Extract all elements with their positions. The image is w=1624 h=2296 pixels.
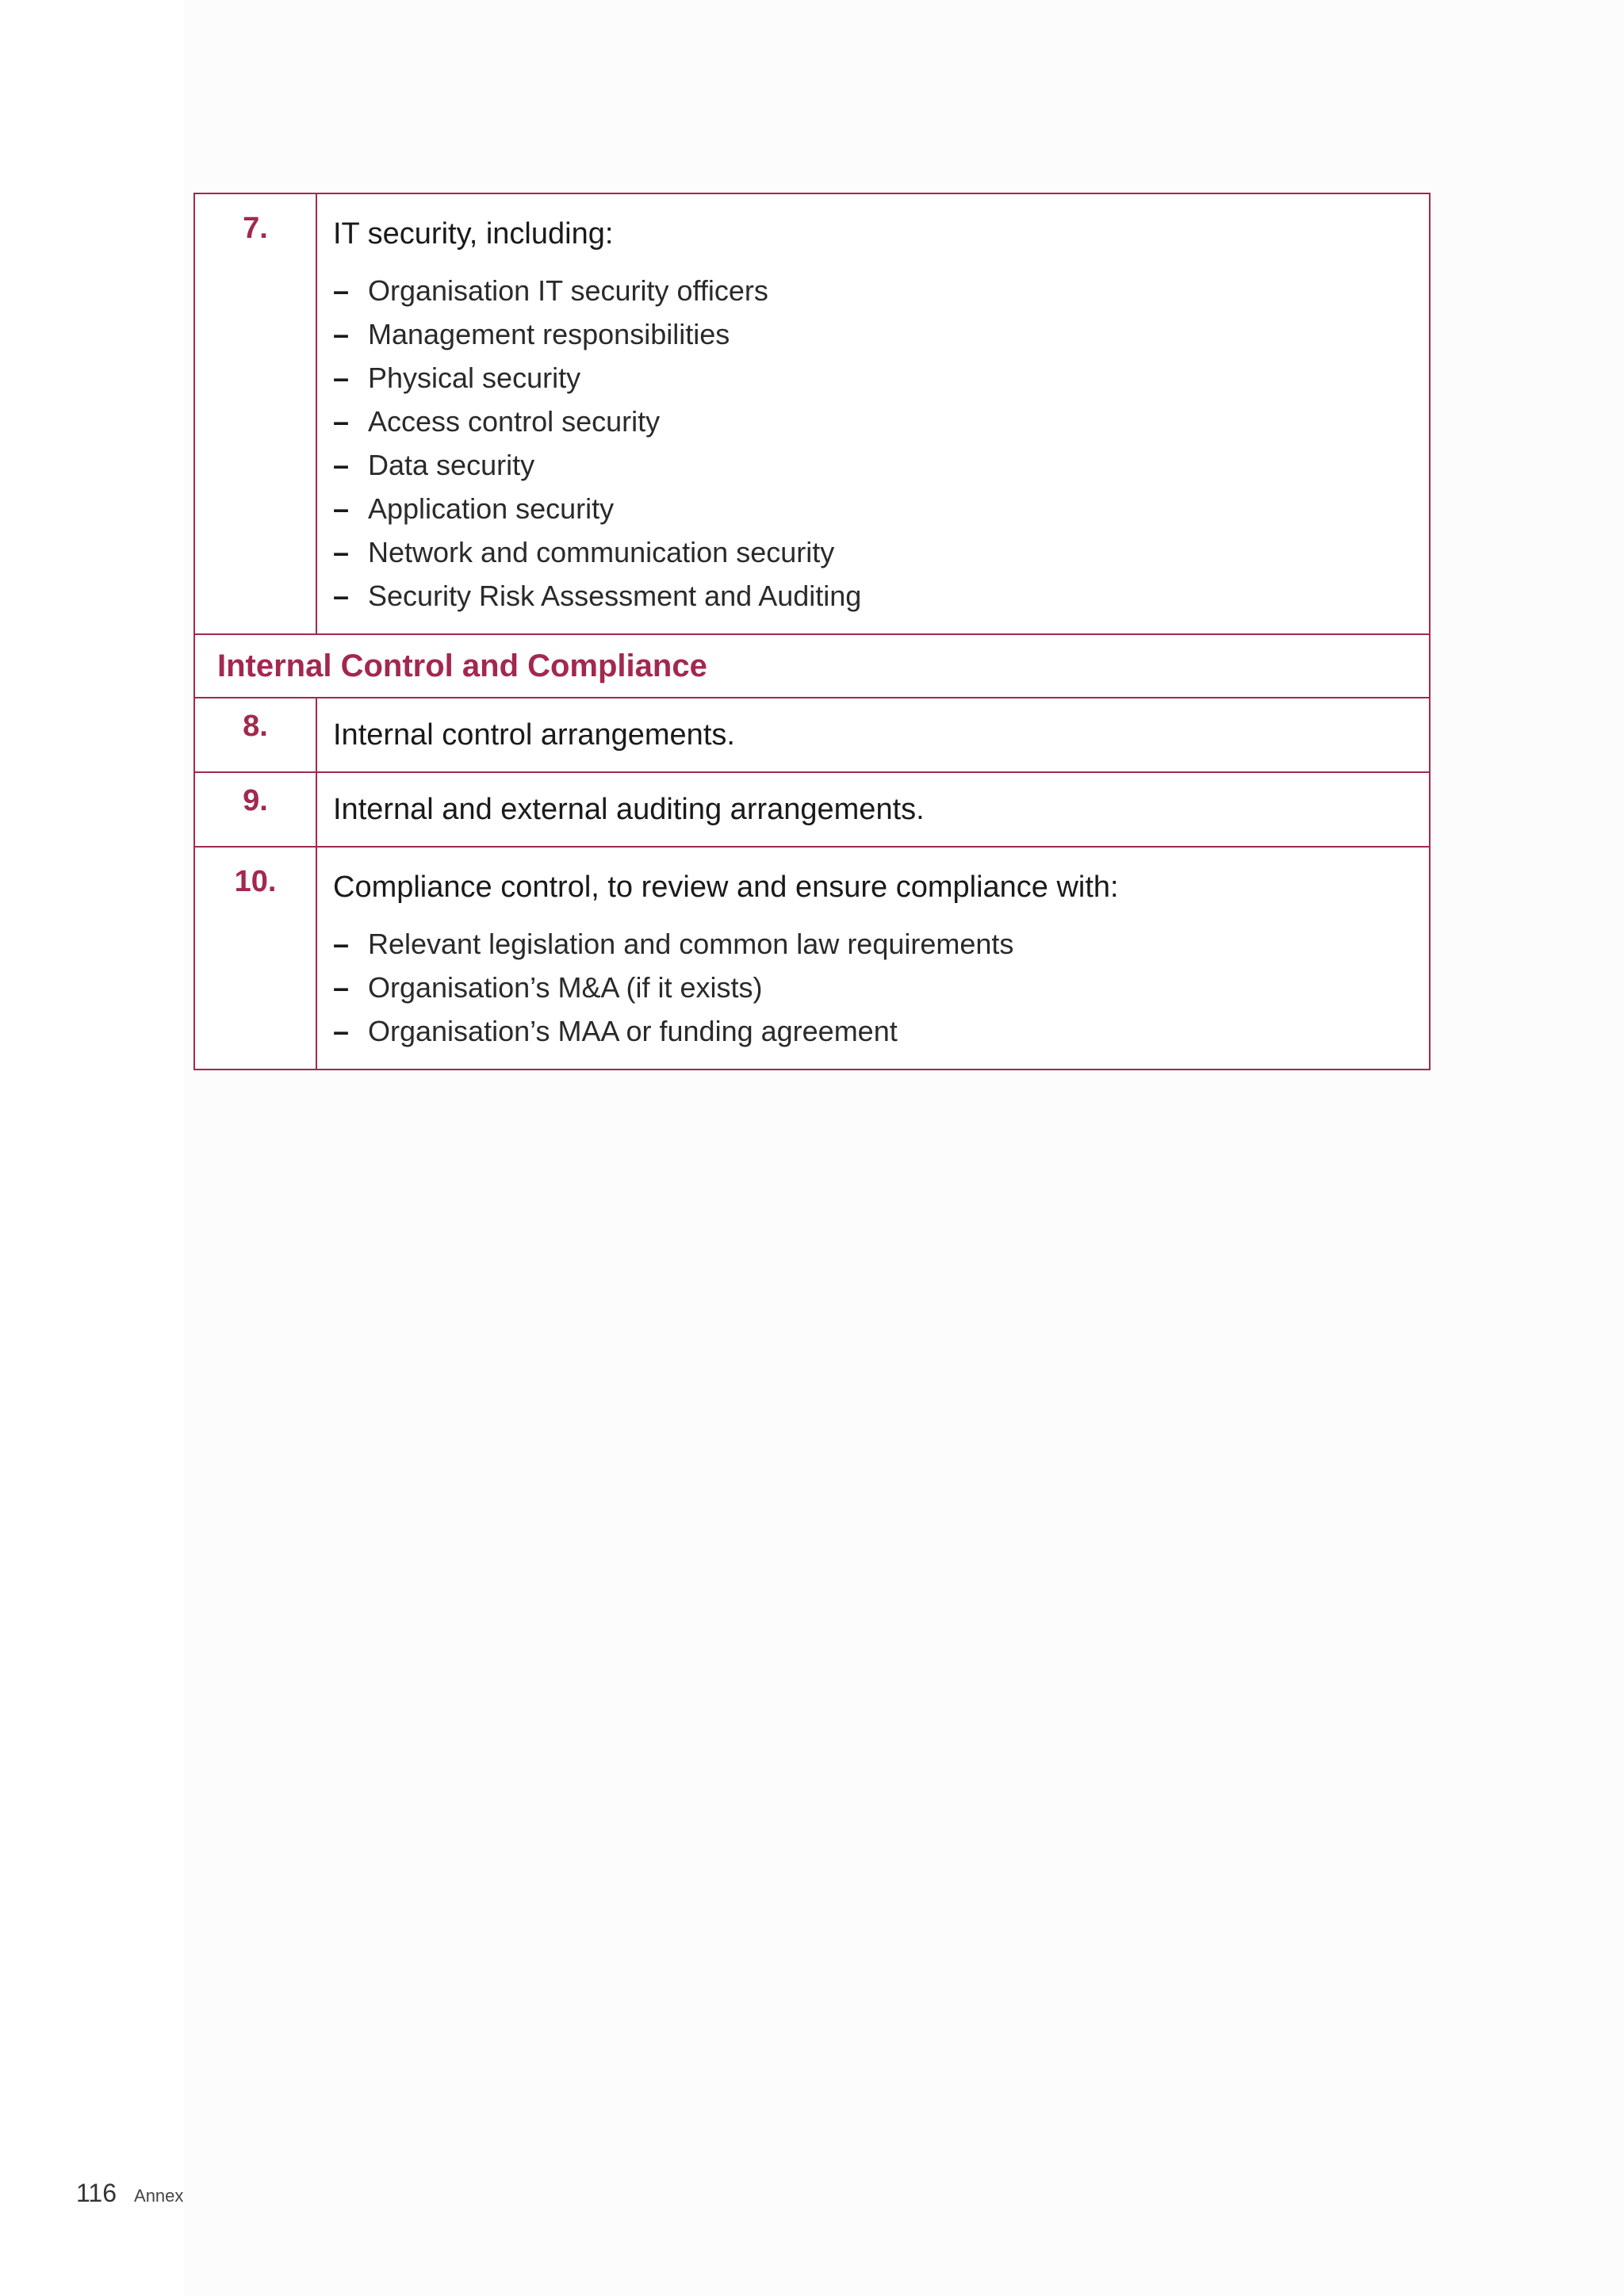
dash-icon: – <box>333 274 350 307</box>
dash-icon: – <box>333 405 350 438</box>
dash-icon: – <box>333 580 350 612</box>
list-item-text: Network and communication security <box>368 536 835 568</box>
row-heading: IT security, including: <box>333 217 614 251</box>
dash-icon: – <box>333 1015 350 1047</box>
table-row <box>194 847 1430 1070</box>
list-item <box>333 269 1415 312</box>
row-content <box>316 698 1430 772</box>
dash-icon: – <box>333 536 350 568</box>
bullet-list <box>333 269 1415 618</box>
row-heading: Compliance control, to review and ensure compliance with: <box>333 871 1119 904</box>
list-item <box>333 966 1415 1009</box>
section-header-row <box>194 634 1430 698</box>
list-item <box>333 1009 1415 1053</box>
row-number: 7. <box>194 193 316 634</box>
row-heading: Internal control arrangements. <box>333 718 735 752</box>
section-label: Annex <box>134 2186 184 2206</box>
list-item <box>333 312 1415 356</box>
dash-icon: – <box>333 492 350 525</box>
list-item <box>333 443 1415 487</box>
list-item-text: Relevant legislation and common law requirements <box>368 928 1014 960</box>
list-item-text: Security Risk Assessment and Auditing <box>368 580 862 612</box>
list-item-text: Organisation’s MAA or funding agreement <box>368 1015 898 1047</box>
page-number: 116 <box>76 2179 117 2207</box>
list-item-text: Organisation IT security officers <box>368 274 768 307</box>
list-item <box>333 487 1415 530</box>
section-title: Internal Control and Compliance <box>194 634 1430 698</box>
list-item-text: Management responsibilities <box>368 318 730 350</box>
row-number: 9. <box>194 772 316 847</box>
row-content <box>316 193 1430 634</box>
list-item-text: Physical security <box>368 362 581 394</box>
table-row <box>194 772 1430 847</box>
table-row <box>194 193 1430 634</box>
dash-icon: – <box>333 449 350 481</box>
list-item-text: Data security <box>368 449 535 481</box>
list-item-text: Application security <box>368 492 615 525</box>
dash-icon: – <box>333 318 350 350</box>
list-item <box>333 400 1415 443</box>
row-heading: Internal and external auditing arrangements. <box>333 793 925 826</box>
table-row <box>194 698 1430 772</box>
dash-icon: – <box>333 362 350 394</box>
row-content <box>316 772 1430 847</box>
row-number: 10. <box>194 847 316 1070</box>
dash-icon: – <box>333 971 350 1004</box>
list-item <box>333 922 1415 966</box>
governance-table <box>193 193 1431 1070</box>
list-item <box>333 530 1415 574</box>
list-item-text: Organisation’s M&A (if it exists) <box>368 971 763 1004</box>
list-item-text: Access control security <box>368 405 661 438</box>
row-number: 8. <box>194 698 316 772</box>
page-footer <box>76 2179 183 2208</box>
row-content <box>316 847 1430 1070</box>
list-item <box>333 574 1415 618</box>
list-item <box>333 356 1415 400</box>
bullet-list <box>333 922 1415 1053</box>
dash-icon: – <box>333 928 350 960</box>
